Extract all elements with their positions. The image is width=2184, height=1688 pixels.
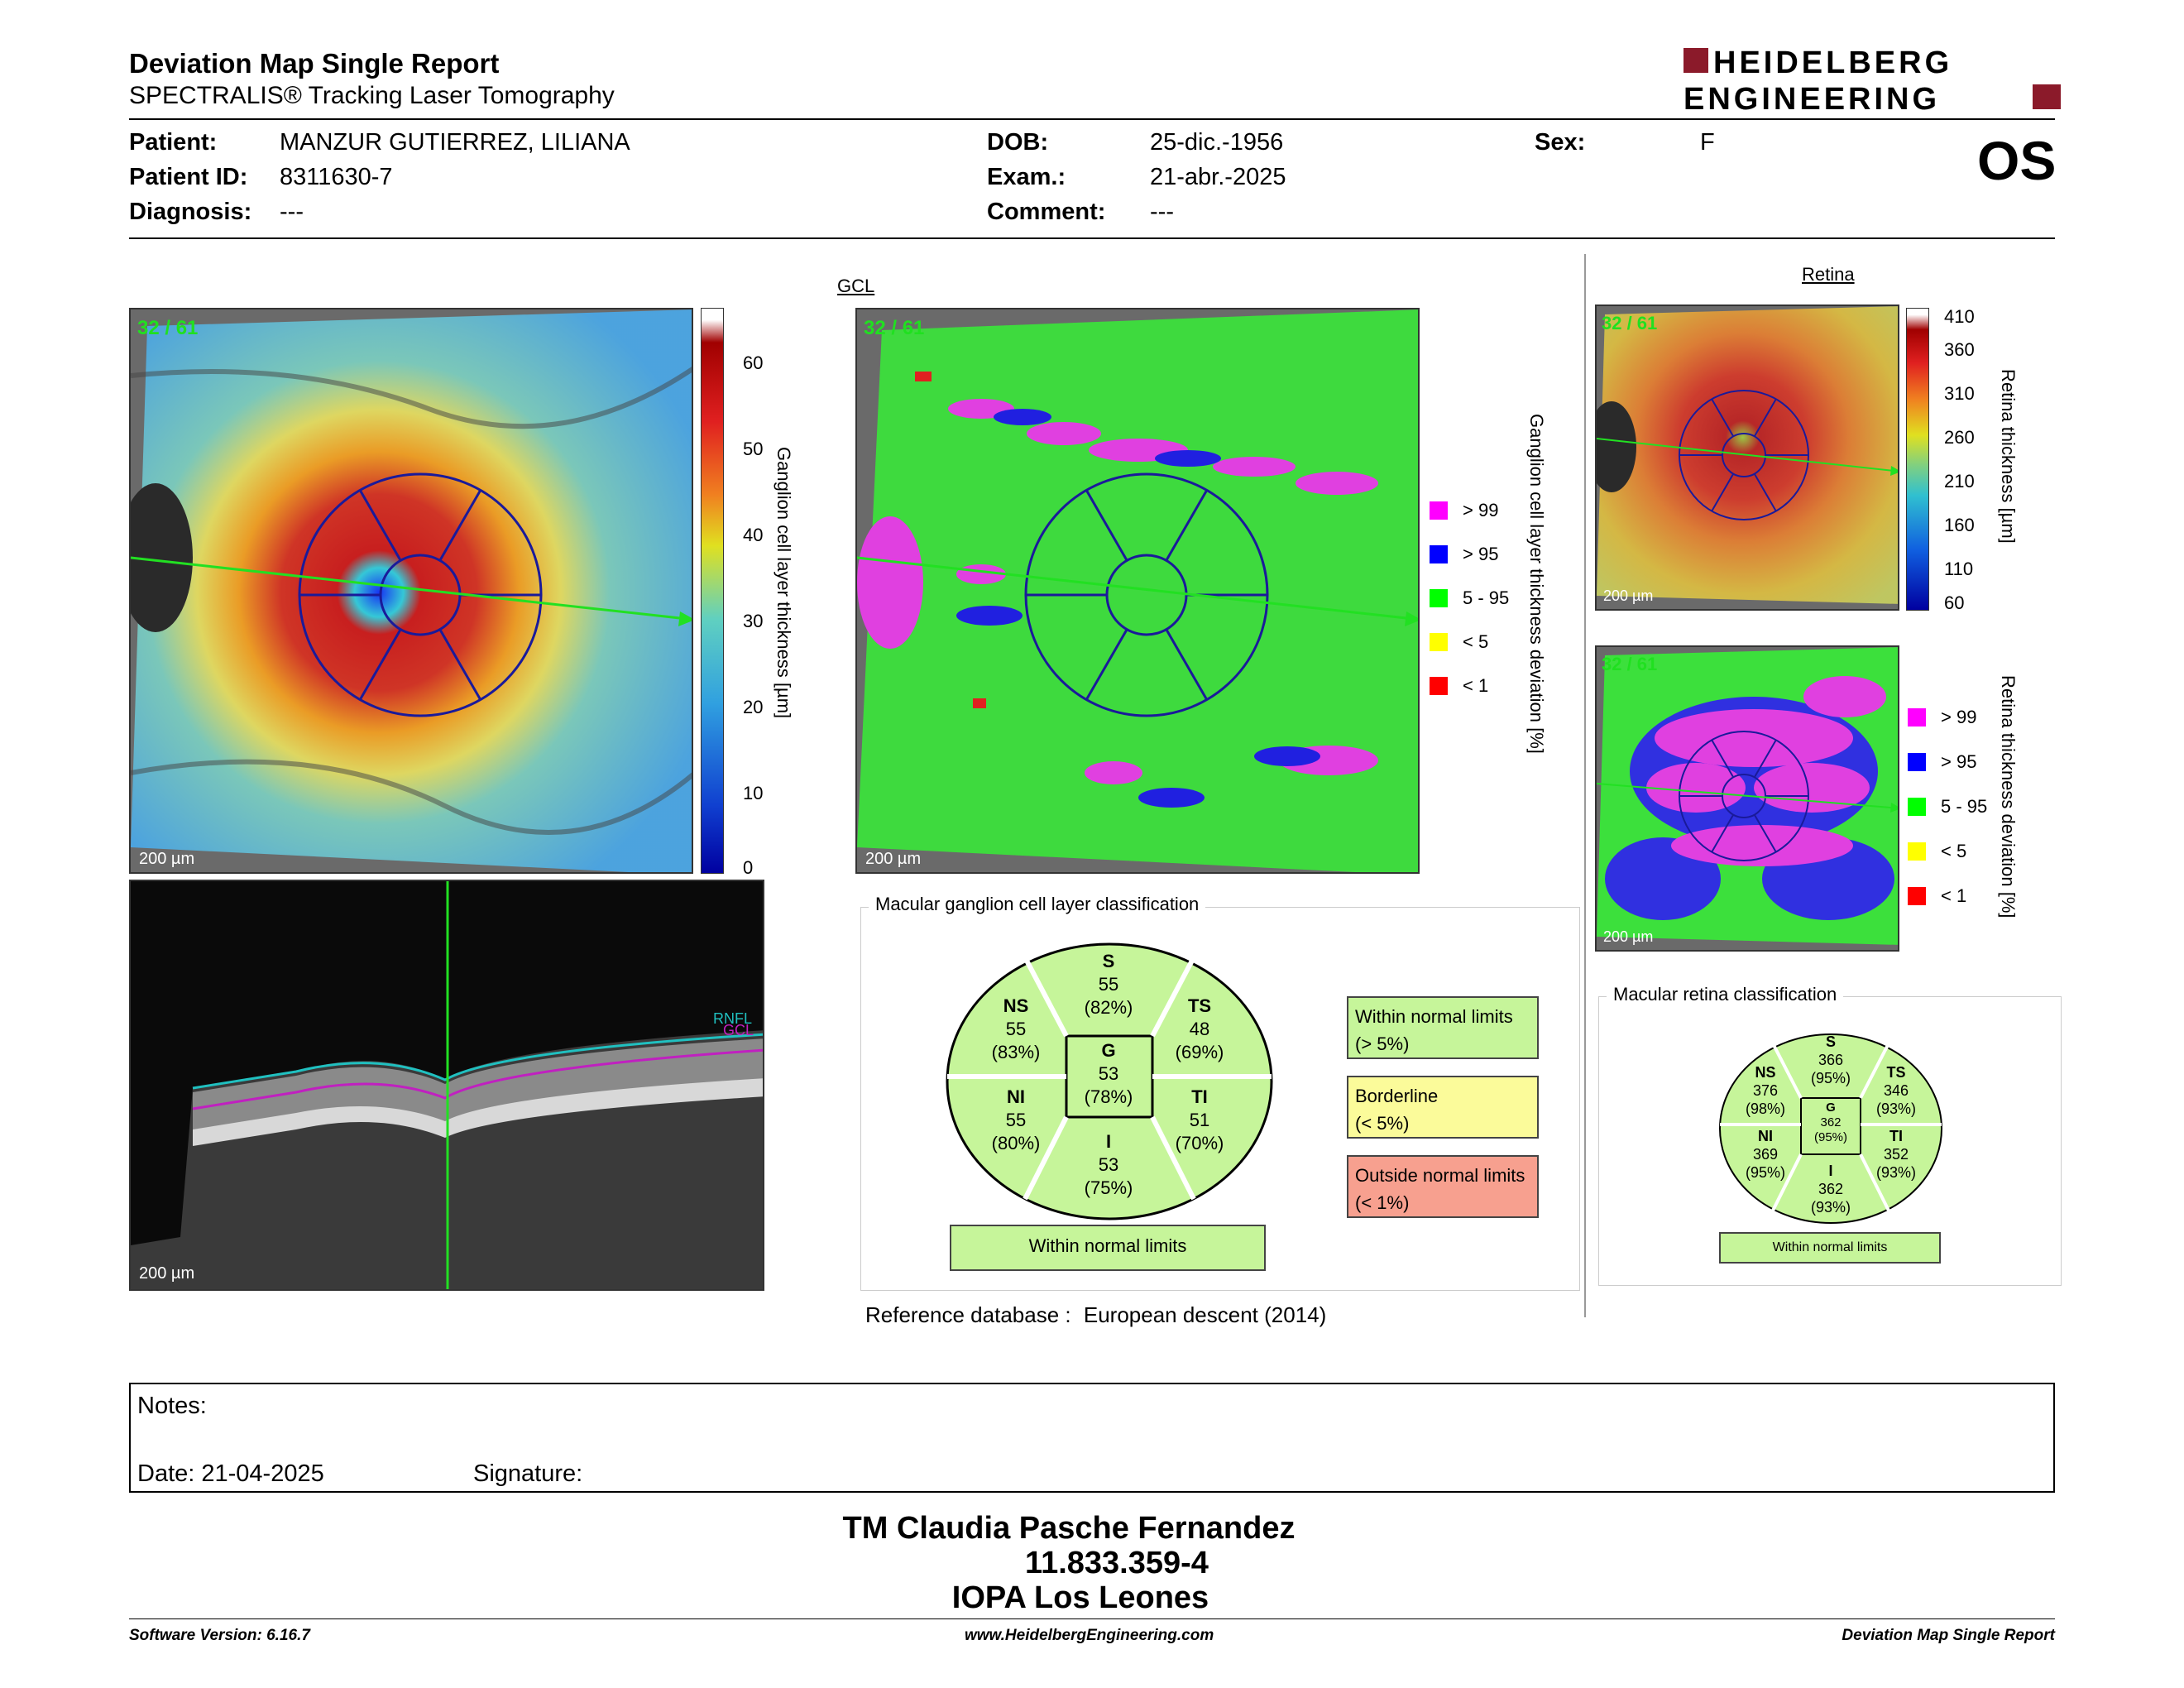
retina-sector-s: S 366 (95%) bbox=[1810, 1033, 1851, 1086]
key-range: (< 5%) bbox=[1355, 1113, 1410, 1134]
legend-label: > 99 bbox=[1463, 500, 1499, 520]
operator-name: TM Claudia Pasche Fernandez bbox=[842, 1511, 1296, 1546]
legend-swatch bbox=[1430, 589, 1448, 607]
gcl-thickness-frame-label: 32 / 61 bbox=[137, 317, 199, 339]
rnfl-label: RNFL bbox=[713, 1010, 753, 1027]
legend-swatch bbox=[1908, 798, 1926, 816]
gcl-classification-title: Macular ganglion cell layer classification bbox=[869, 894, 1205, 915]
diagnosis-label: Diagnosis: bbox=[129, 199, 252, 225]
legend-label: > 99 bbox=[1941, 707, 1977, 727]
notes-box[interactable] bbox=[129, 1383, 2055, 1493]
oct-bscan bbox=[129, 880, 764, 1291]
legend-label: < 5 bbox=[1463, 631, 1489, 652]
gcl-deviation-legend-title: Ganglion cell layer thickness deviation [%] bbox=[1526, 414, 1547, 754]
gcl-thickness-scale-bar: 200 µm bbox=[139, 850, 195, 868]
legend-label: > 95 bbox=[1463, 544, 1499, 564]
legend-swatch bbox=[1908, 753, 1926, 771]
retina-result-box: Within normal limits bbox=[1719, 1232, 1941, 1264]
legend-label: < 5 bbox=[1941, 841, 1967, 861]
legend-swatch bbox=[1908, 708, 1926, 727]
retina-thickness-colorbar bbox=[1906, 308, 1929, 611]
gcl-thickness-colorbar bbox=[701, 308, 724, 874]
comment-label: Comment: bbox=[987, 199, 1106, 225]
gcl-layer-label: GCL bbox=[723, 1022, 754, 1038]
retina-sector-ns: NS 376 (98%) bbox=[1745, 1064, 1785, 1117]
legend-item bbox=[1908, 885, 1987, 907]
key-range: (> 5%) bbox=[1355, 1033, 1410, 1054]
dob-value: 25-dic.-1956 bbox=[1150, 129, 1284, 156]
comment-value: --- bbox=[1150, 199, 1174, 225]
legend-item bbox=[1430, 631, 1509, 653]
key-label: Outside normal limits bbox=[1355, 1165, 1525, 1186]
legend-swatch bbox=[1430, 501, 1448, 520]
legend-swatch bbox=[1908, 842, 1926, 861]
retina-deviation-legend bbox=[1908, 707, 1987, 907]
header-divider bbox=[129, 118, 2055, 120]
patient-id-label: Patient ID: bbox=[129, 164, 248, 190]
retina-caption: Retina bbox=[1802, 264, 1855, 285]
retina-deviation-legend-title: Retina thickness deviation [%] bbox=[1998, 675, 2019, 918]
gcl-cb-tick: 0 bbox=[743, 857, 754, 878]
diagnosis-value: --- bbox=[280, 199, 304, 225]
gcl-result-box: Within normal limits bbox=[950, 1225, 1266, 1271]
retina-deviation-scale-bar: 200 µm bbox=[1603, 928, 1654, 945]
gcl-cb-tick: 20 bbox=[743, 697, 764, 717]
retina-cb-tick: 110 bbox=[1944, 559, 1974, 579]
bscan-scale-bar: 200 µm bbox=[139, 1264, 195, 1283]
gcl-sector-ns: NS 55 (83%) bbox=[991, 995, 1041, 1062]
legend-item bbox=[1908, 751, 1987, 773]
legend-item bbox=[1908, 841, 1987, 862]
operator-id: 11.833.359-4 bbox=[1025, 1546, 1209, 1580]
sex-label: Sex: bbox=[1535, 129, 1586, 156]
retina-sector-ts: TS 346 (93%) bbox=[1875, 1064, 1916, 1117]
key-range: (< 1%) bbox=[1355, 1192, 1410, 1213]
legend-item bbox=[1908, 707, 1987, 728]
retina-cb-tick: 410 bbox=[1944, 306, 1975, 327]
eye-indicator: OS bbox=[1977, 130, 2057, 191]
report-subtitle: SPECTRALIS® Tracking Laser Tomography bbox=[129, 82, 615, 109]
legend-label: > 95 bbox=[1941, 751, 1977, 772]
legend-item bbox=[1430, 544, 1509, 565]
legend-item bbox=[1908, 796, 1987, 818]
patient-name: MANZUR GUTIERREZ, LILIANA bbox=[280, 129, 630, 156]
software-version: Software Version: 6.16.7 bbox=[129, 1627, 310, 1644]
gcl-sector-g: G 53 (78%) bbox=[1084, 1040, 1133, 1107]
reference-label: Reference database : bbox=[865, 1302, 1071, 1327]
legend-item bbox=[1430, 587, 1509, 609]
gcl-sector-i: I 53 (75%) bbox=[1084, 1131, 1133, 1198]
legend-swatch bbox=[1430, 677, 1448, 695]
gcl-cb-tick: 10 bbox=[743, 783, 764, 803]
reference-value: European descent (2014) bbox=[1083, 1302, 1327, 1327]
legend-swatch bbox=[1430, 545, 1448, 563]
legend-item bbox=[1430, 675, 1509, 697]
panel-divider bbox=[1584, 254, 1586, 1317]
gcl-sector-ni: NI 55 (80%) bbox=[991, 1086, 1041, 1153]
gcl-deviation-frame-label: 32 / 61 bbox=[864, 317, 925, 339]
retina-cb-tick: 160 bbox=[1944, 515, 1975, 535]
legend-swatch bbox=[1430, 633, 1448, 651]
legend-label: 5 - 95 bbox=[1463, 587, 1510, 608]
patient-label: Patient: bbox=[129, 129, 218, 156]
legend-label: < 1 bbox=[1941, 885, 1967, 906]
gcl-deviation-legend bbox=[1430, 500, 1509, 697]
gcl-thickness-colorbar-title: Ganglion cell layer thickness [µm] bbox=[774, 447, 794, 719]
gcl-thickness-map bbox=[129, 308, 693, 874]
legend-swatch bbox=[1908, 887, 1926, 905]
signature-label: Signature: bbox=[473, 1460, 583, 1487]
retina-thickness-frame-label: 32 / 61 bbox=[1602, 313, 1658, 333]
gcl-cb-tick: 30 bbox=[743, 611, 764, 631]
gcl-sector-s: S 55 (82%) bbox=[1084, 951, 1133, 1018]
gcl-caption: GCL bbox=[837, 276, 875, 296]
key-within-normal bbox=[1347, 996, 1539, 1059]
institution: IOPA Los Leones bbox=[951, 1580, 1209, 1615]
footer-report-name: Deviation Map Single Report bbox=[1842, 1627, 2055, 1644]
gcl-cb-tick: 50 bbox=[743, 439, 764, 459]
key-label: Within normal limits bbox=[1355, 1006, 1513, 1027]
retina-deviation-frame-label: 32 / 61 bbox=[1602, 654, 1658, 674]
footer-divider bbox=[129, 1618, 2055, 1619]
retina-sector-ti: TI 352 (93%) bbox=[1875, 1128, 1916, 1181]
logo-text-2: ENGINEERING bbox=[1684, 82, 1941, 114]
patient-id: 8311630-7 bbox=[280, 164, 393, 190]
retina-cb-tick: 310 bbox=[1944, 383, 1975, 404]
website-link[interactable]: www.HeidelbergEngineering.com bbox=[965, 1627, 1214, 1644]
reference-db bbox=[865, 1302, 1326, 1328]
retina-sector-ni: NI 369 (95%) bbox=[1745, 1128, 1785, 1181]
gcl-sector-ts: TS 48 (69%) bbox=[1175, 995, 1224, 1062]
retina-sector-g: G 362 (95%) bbox=[1813, 1101, 1847, 1144]
dob-label: DOB: bbox=[987, 129, 1049, 156]
gcl-deviation-map bbox=[855, 308, 1420, 874]
gcl-cb-tick: 60 bbox=[743, 352, 764, 373]
legend-label: 5 - 95 bbox=[1941, 796, 1988, 817]
notes-date: Date: 21-04-2025 bbox=[137, 1460, 324, 1487]
patient-divider bbox=[129, 237, 2055, 239]
key-outside-normal bbox=[1347, 1155, 1539, 1218]
retina-cb-tick: 360 bbox=[1944, 339, 1975, 360]
key-label: Borderline bbox=[1355, 1086, 1439, 1106]
logo-text-1: HEIDELBERG bbox=[1713, 46, 1953, 80]
legend-item bbox=[1430, 500, 1509, 521]
retina-cb-tick: 260 bbox=[1944, 427, 1975, 448]
retina-classification-title: Macular retina classification bbox=[1607, 984, 1843, 1005]
legend-label: < 1 bbox=[1463, 675, 1489, 696]
retina-sector-i: I 362 (93%) bbox=[1810, 1163, 1851, 1216]
sex-value: F bbox=[1700, 129, 1715, 156]
retina-thickness-scale-bar: 200 µm bbox=[1603, 587, 1654, 604]
retina-cb-tick: 60 bbox=[1944, 592, 1965, 613]
retina-cb-tick: 210 bbox=[1944, 471, 1975, 492]
gcl-deviation-scale-bar: 200 µm bbox=[865, 850, 922, 868]
exam-label: Exam.: bbox=[987, 164, 1066, 190]
exam-value: 21-abr.-2025 bbox=[1150, 164, 1286, 190]
gcl-sector-ti: TI 51 (70%) bbox=[1175, 1086, 1224, 1153]
report-title: Deviation Map Single Report bbox=[129, 48, 500, 79]
heidelberg-logo bbox=[1684, 45, 2064, 114]
retina-thickness-colorbar-title: Retina thickness [µm] bbox=[1998, 369, 2019, 544]
retina-thickness-map bbox=[1595, 305, 1899, 611]
key-borderline bbox=[1347, 1076, 1539, 1139]
gcl-cb-tick: 40 bbox=[743, 525, 764, 545]
retina-deviation-map bbox=[1595, 645, 1899, 952]
notes-label: Notes: bbox=[137, 1393, 207, 1419]
